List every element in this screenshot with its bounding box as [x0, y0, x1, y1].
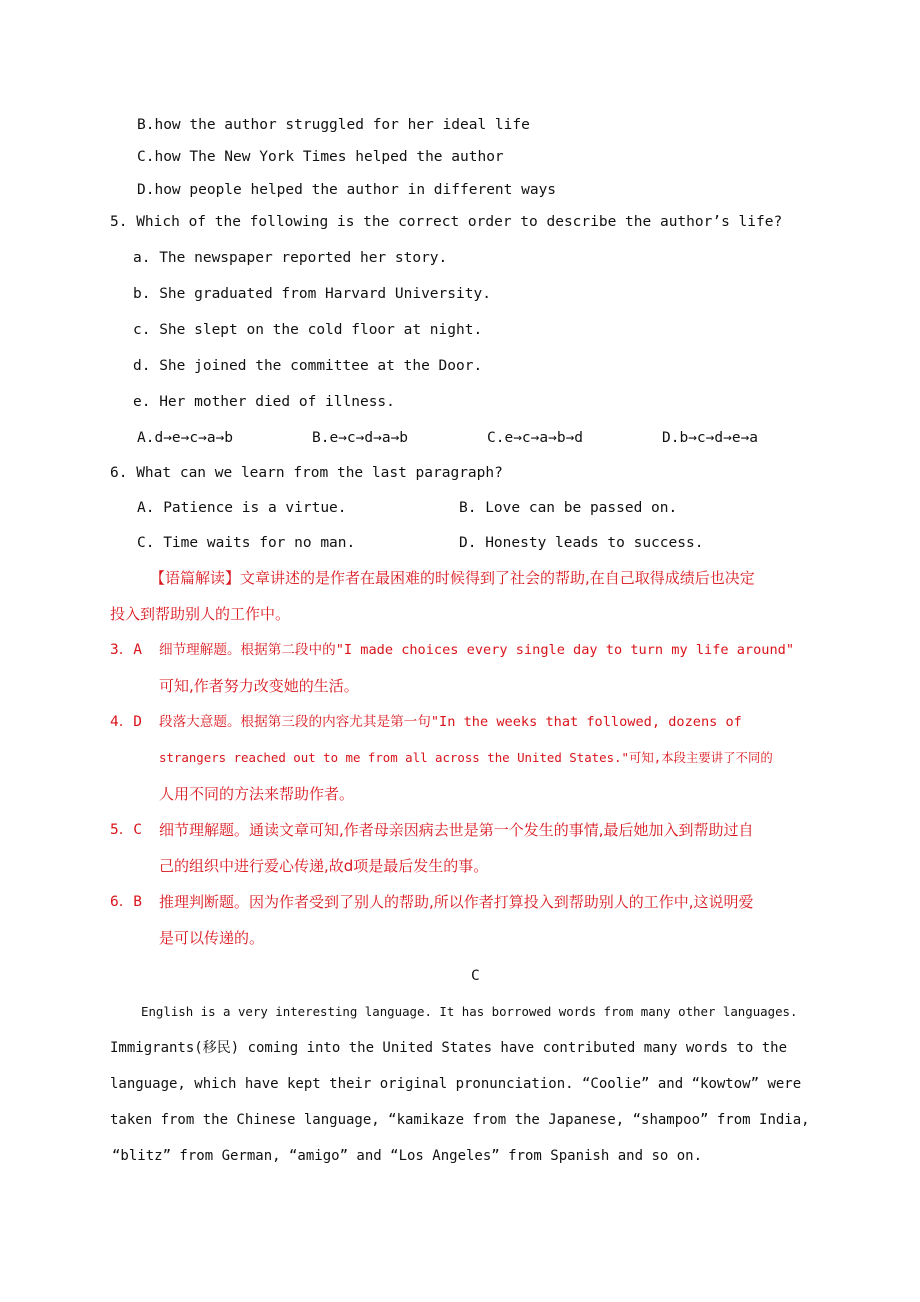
- passage-line-2: Immigrants(移民) coming into the United States have contributed many words to the: [110, 1040, 788, 1056]
- analysis-intro-tag: 【语篇解读】: [150, 569, 241, 587]
- passage-line-3: language, which have kept their original pronunciation. “Coolie” and “kowtow” were: [110, 1076, 802, 1092]
- q5-event-c: c. She slept on the cold floor at night.: [133, 322, 483, 338]
- q6-stem: 6. What can we learn from the last paragraph?: [110, 465, 503, 481]
- answer-4-line2: strangers reached out to me from all across the United States."可知,本段主要讲了不同的: [159, 750, 773, 765]
- q5-option-d: D.b→c→d→e→a: [662, 430, 759, 446]
- q5-option-a: A.d→e→c→a→b: [137, 430, 234, 446]
- answer-3-label: 3．A: [110, 642, 142, 658]
- answer-6-line1: 推理判断题。因为作者受到了别人的帮助,所以作者打算投入到帮助别人的工作中,这说明爱: [159, 893, 754, 911]
- answer-6-label: 6．B: [110, 894, 142, 910]
- q5-option-c: C.e→c→a→b→d: [487, 430, 584, 446]
- answer-6-line2: 是可以传递的。: [159, 929, 265, 947]
- q5-event-a: a. The newspaper reported her story.: [133, 250, 448, 266]
- q6-option-a: A. Patience is a virtue.: [137, 500, 347, 516]
- q4-option-b: B.how the author struggled for her ideal life: [137, 117, 530, 133]
- passage-line-1: English is a very interesting language. It has borrowed words from many other languages.: [141, 1004, 798, 1019]
- q5-event-b: b. She graduated from Harvard University.: [133, 286, 491, 302]
- q6-option-b: B. Love can be passed on.: [459, 500, 678, 516]
- analysis-intro-text: 文章讲述的是作者在最困难的时候得到了社会的帮助,在自己取得成绩后也决定: [240, 569, 755, 587]
- q6-option-d: D. Honesty leads to success.: [459, 535, 704, 551]
- q4-option-d: D.how people helped the author in different ways: [137, 182, 557, 198]
- q5-option-b: B.e→c→d→a→b: [312, 430, 409, 446]
- answer-5-label: 5．C: [110, 822, 142, 838]
- passage-line-4: taken from the Chinese language, “kamikaze from the Japanese, “shampoo” from India,: [110, 1112, 810, 1128]
- q5-stem: 5. Which of the following is the correct order to describe the author’s life?: [110, 214, 783, 230]
- analysis-intro-line1: [150, 568, 755, 588]
- answer-3-line1: 细节理解题。根据第二段中的"I made choices every single day to turn my life around": [159, 642, 795, 658]
- passage-line-5: “blitz” from German, “amigo” and “Los Angeles” from Spanish and so on.: [112, 1148, 703, 1164]
- answer-5-line1: 细节理解题。通读文章可知,作者母亲因病去世是第一个发生的事情,最后她加入到帮助过自: [159, 821, 754, 839]
- analysis-intro-line2: 投入到帮助别人的工作中。: [110, 605, 291, 623]
- q6-option-c: C. Time waits for no man.: [137, 535, 356, 551]
- q5-event-e: e. Her mother died of illness.: [133, 394, 395, 410]
- answer-5-line2: 己的组织中进行爱心传递,故d项是最后发生的事。: [159, 857, 489, 875]
- q5-event-d: d. She joined the committee at the Door.: [133, 358, 483, 374]
- q4-option-c: C.how The New York Times helped the author: [137, 149, 504, 165]
- answer-3-line2: 可知,作者努力改变她的生活。: [159, 677, 359, 695]
- passage-heading: C: [471, 968, 480, 984]
- answer-4-label: 4．D: [110, 714, 142, 730]
- answer-4-line1: 段落大意题。根据第三段的内容尤其是第一句"In the weeks that followed, dozens of: [159, 714, 742, 730]
- answer-4-line3: 人用不同的方法来帮助作者。: [159, 785, 355, 803]
